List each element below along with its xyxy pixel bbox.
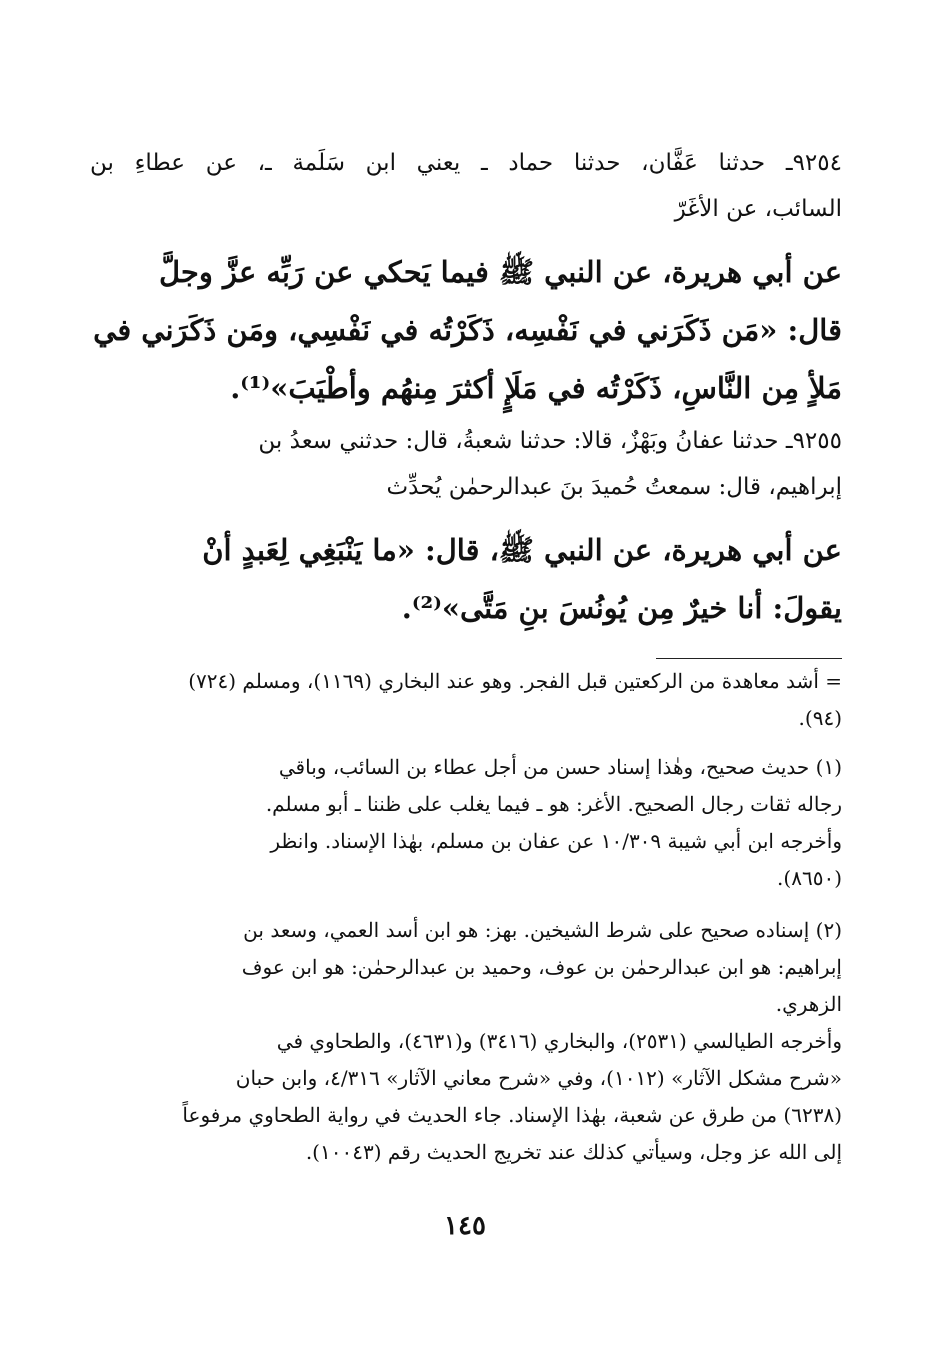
text-line: (١) حديث صحيح، وهٰذا إسناد حسن من أجل عطاء بن السائب، وباقي <box>278 755 842 779</box>
footnote-separator <box>656 658 842 659</box>
text-line: السائب، عن الأغَرّ <box>674 196 842 222</box>
hadith-9254-chain <box>90 140 842 232</box>
text-line: يقولَ: أنا خيرٌ مِن يُونُسَ بنِ مَتَّى»⁽²⁾. <box>401 591 842 625</box>
hadith-9255-matn <box>90 521 842 637</box>
text-line: عن أبي هريرة، عن النبي ﷺ، قال: «ما يَنْبَغِي لِعَبدٍ أنْ <box>202 533 842 567</box>
text-line: عن أبي هريرة، عن النبي ﷺ فيما يَحكي عن رَبِّه عزَّ وجلَّ <box>158 255 842 289</box>
text-line: «شرح مشكل الآثار» (١٠١٢)، وفي «شرح معاني الآثار» ٤/٣١٦، وابن حبان <box>235 1066 842 1090</box>
text-line: إبراهيم: هو ابن عبدالرحمٰن بن عوف، وحميد بن عبدالرحمٰن: هو ابن عوف <box>241 955 842 979</box>
text-line: (٢) إسناده صحيح على شرط الشيخين. بهز: هو ابن أسد العمي، وسعد بن <box>243 918 842 942</box>
text-line: وأخرجه الطيالسي (٢٥٣١)، والبخاري (٣٤١٦) و(٤٦٣١)، والطحاوي في <box>276 1029 842 1053</box>
text-line: (٦٢٣٨) من طرق عن شعبة، بهٰذا الإسناد. جاء الحديث في رواية الطحاوي مرفوعاً <box>182 1103 842 1127</box>
text-line: ٩٢٥٤ـ حدثنا عَفَّان، حدثنا حماد ـ يعني ابن سَلَمة ـ، عن عطاءِ بن <box>90 150 842 176</box>
text-line: = أشد معاهدة من الركعتين قبل الفجر. وهو عند البخاري (١١٦٩)، ومسلم (٧٢٤) <box>188 669 842 693</box>
text-line: ٩٢٥٥ـ حدثنا عفانُ وبَهْزٌ، قالا: حدثنا شعبةُ، قال: حدثني سعدُ بن <box>258 428 842 454</box>
text-line: الزهري. <box>775 992 842 1016</box>
page-number: ١٤٥ <box>444 1211 486 1241</box>
footnote-1 <box>90 749 842 897</box>
text-line: مَلأٍ مِن النَّاسِ، ذَكَرْتُه في مَلَإٍ أكثرَ مِنهُم وأطْيَبَ»⁽¹⁾. <box>230 371 842 405</box>
text-line: قال: «مَن ذَكَرَني في نَفْسِه، ذَكَرْتُه في نَفْسِي، ومَن ذَكَرَني في <box>93 313 842 347</box>
hadith-9254-matn <box>90 243 842 417</box>
hadith-9255-chain <box>90 418 842 510</box>
footnote-continuation <box>90 663 842 737</box>
text-line: (٨٦٥٠). <box>777 866 842 890</box>
text-line: إلى الله عز وجل، وسيأتي كذلك عند تخريج الحديث رقم (١٠٠٤٣). <box>305 1140 842 1164</box>
text-line: (٩٤). <box>798 706 842 730</box>
footnote-2 <box>90 912 842 1171</box>
text-line: رجاله ثقات رجال الصحيح. الأغر: هو ـ فيما يغلب على ظننا ـ أبو مسلم. <box>265 792 842 816</box>
text-line: إبراهيم، قال: سمعتُ حُميدَ بنَ عبدالرحمٰن يُحدِّث <box>386 474 842 500</box>
text-line: وأخرجه ابن أبي شيبة ١٠/٣٠٩ عن عفان بن مسلم، بهٰذا الإسناد. وانظر <box>270 829 842 853</box>
